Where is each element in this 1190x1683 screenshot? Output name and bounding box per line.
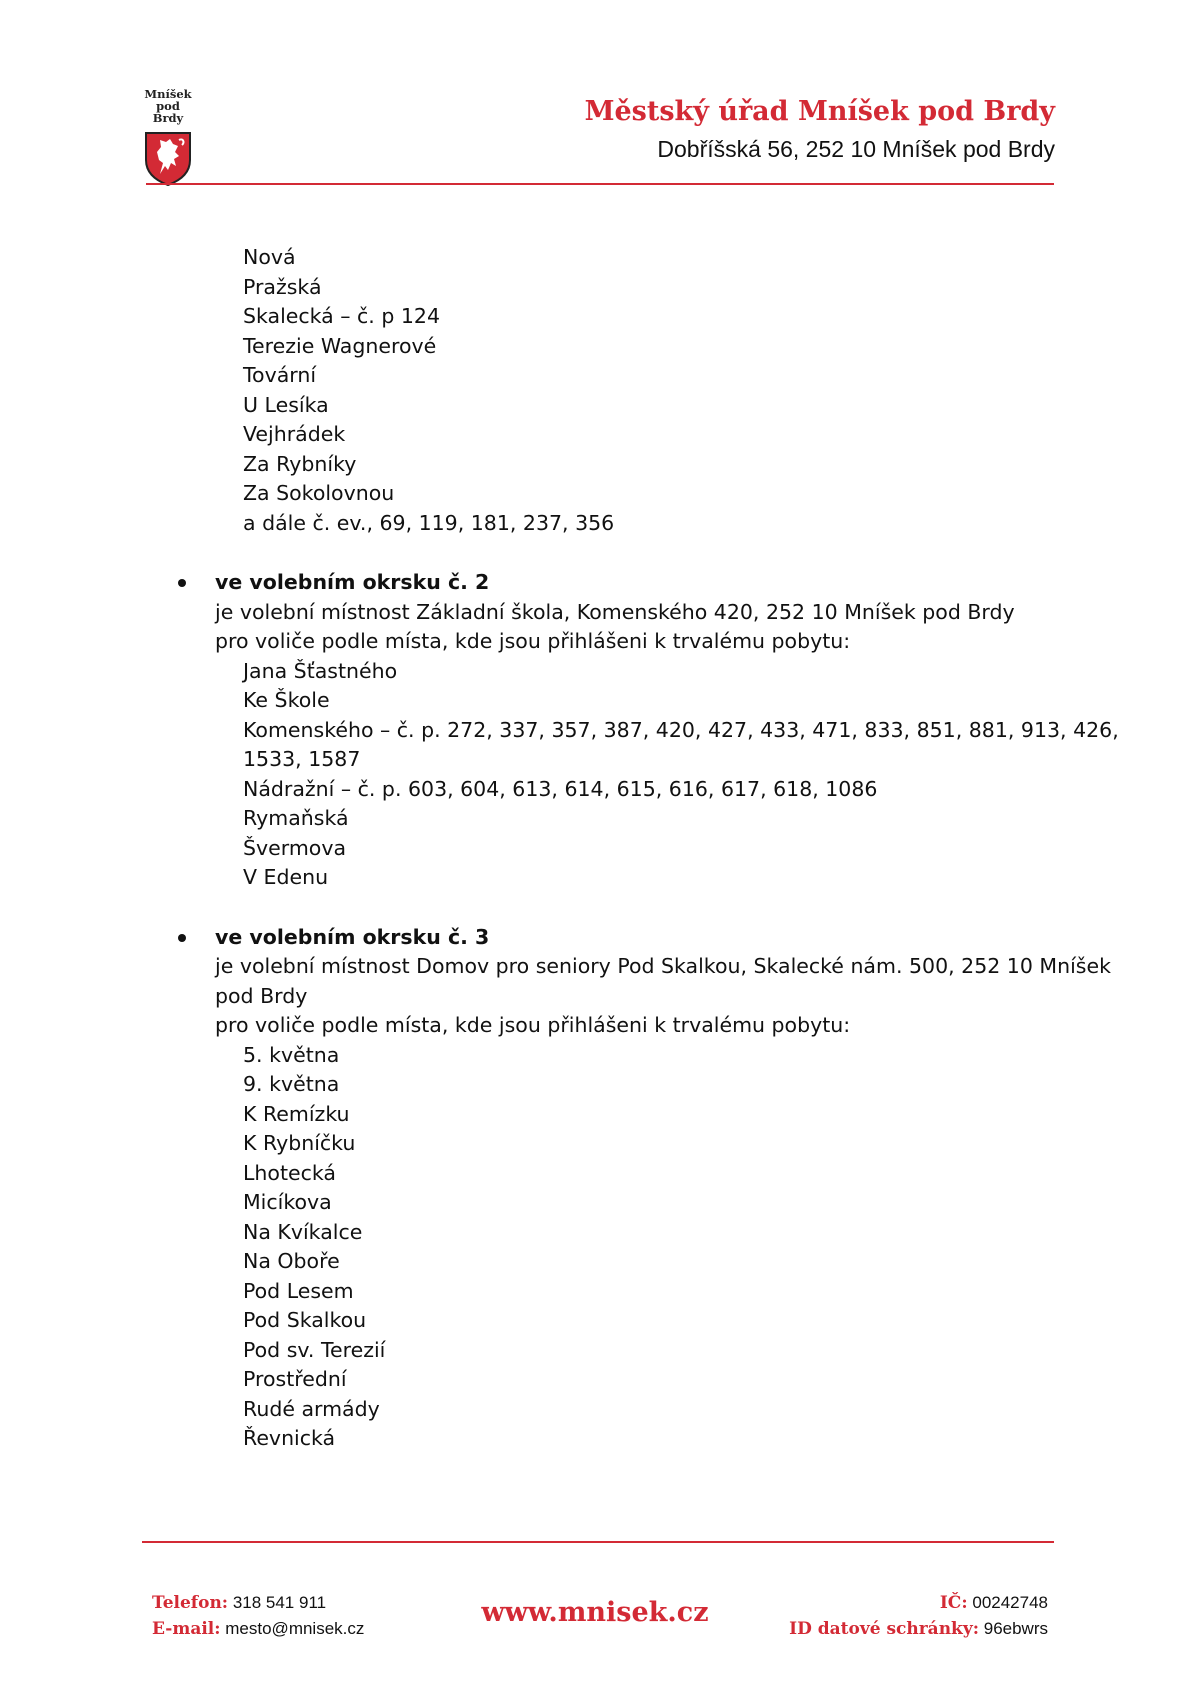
footer-ids: [789, 1590, 1048, 1642]
street-item: Na Oboře: [243, 1249, 340, 1273]
street-item: 1533, 1587: [243, 747, 361, 771]
street-item: K Remízku: [243, 1101, 350, 1126]
street-item: Lhotecká: [243, 1160, 336, 1185]
section-3: [0, 923, 1190, 1454]
phone-value: 318 541 911: [232, 1593, 327, 1612]
voters-intro: pro voliče podle místa, kde jsou přihlášeni k trvalému pobytu:: [215, 629, 851, 653]
office-title: Městský úřad Mníšek pod Brdy: [584, 96, 1055, 127]
phone-label: Telefon:: [152, 1593, 229, 1613]
street-item: Skalecká – č. p 124: [243, 304, 440, 328]
ic-label: IČ:: [939, 1593, 968, 1613]
street-item: U Lesíka: [243, 392, 329, 417]
header-divider: [146, 183, 1054, 185]
street-item: Na Kvíkalce: [243, 1219, 363, 1244]
footer-ic: [789, 1590, 1048, 1616]
office-address: Dobříšská 56, 252 10 Mníšek pod Brdy: [657, 136, 1055, 162]
street-item: Pod sv. Terezií: [243, 1337, 386, 1362]
street-item: Za Rybníky: [243, 451, 357, 476]
section-1-streets: [0, 243, 1190, 538]
street-item: V Edenu: [243, 865, 329, 889]
street-item: Rudé armády: [243, 1396, 380, 1421]
street-item: 9. května: [243, 1072, 340, 1096]
street-item: Terezie Wagnerové: [243, 333, 437, 358]
street-item: Micíkova: [243, 1190, 332, 1214]
logo-text-1: Mníšek: [144, 87, 192, 101]
street-item: Jana Šťastného: [243, 658, 398, 683]
section-heading-text: ve volebním okrsku č. 3: [215, 924, 490, 949]
street-item: Nádražní – č. p. 603, 604, 613, 614, 615, 616, 617, 618, 1086: [243, 776, 878, 801]
street-item: K Rybníčku: [243, 1131, 356, 1155]
street-item: Tovární: [243, 363, 317, 387]
ic-value: 00242748: [972, 1593, 1048, 1612]
section-heading-text: ve volebním okrsku č. 2: [215, 570, 490, 594]
section-2: [0, 568, 1190, 893]
databox-label: ID datové schránky:: [789, 1619, 979, 1639]
coat-of-arms-icon: [143, 130, 193, 186]
street-item: Pod Lesem: [243, 1278, 354, 1303]
polling-place: je volební místnost Domov pro seniory Pod Skalkou, Skalecké nám. 500, 252 10 Mníšek: [215, 954, 1111, 978]
polling-place: pod Brdy: [215, 983, 308, 1008]
footer-databox: [789, 1616, 1048, 1642]
street-item: Pražská: [243, 274, 322, 299]
document-body: [0, 243, 1190, 1454]
street-item: a dále č. ev., 69, 119, 181, 237, 356: [243, 510, 615, 535]
street-item: Vejhrádek: [243, 422, 346, 446]
street-item: Prostřední: [243, 1367, 347, 1391]
section-2-heading: [0, 568, 1190, 598]
polling-place: je volební místnost Základní škola, Komenského 420, 252 10 Mníšek pod Brdy: [215, 599, 1015, 624]
street-item: Ke Škole: [243, 688, 330, 712]
email-label: E-mail:: [152, 1619, 221, 1639]
logo-text-2: pod Brdy: [152, 99, 184, 125]
databox-value: 96ebwrs: [983, 1619, 1048, 1638]
footer-website: www.mnisek.cz: [481, 1597, 709, 1628]
street-item: Rymaňská: [243, 806, 349, 830]
footer-divider: [142, 1541, 1054, 1543]
street-item: Komenského – č. p. 272, 337, 357, 387, 420, 427, 433, 471, 833, 851, 881, 913, 426,: [243, 717, 1119, 742]
section-3-heading: [0, 923, 1190, 953]
street-item: Švermova: [243, 835, 347, 860]
bullet-icon: [178, 579, 186, 587]
email-value: mesto@mnisek.cz: [225, 1619, 365, 1638]
street-item: Pod Skalkou: [243, 1308, 367, 1332]
street-item: Řevnická: [243, 1426, 336, 1450]
municipal-logo: [143, 88, 203, 186]
voters-intro: pro voliče podle místa, kde jsou přihlášeni k trvalému pobytu:: [215, 1013, 851, 1037]
bullet-icon: [178, 934, 186, 942]
street-item: Za Sokolovnou: [243, 481, 395, 505]
street-item: 5. května: [243, 1042, 340, 1067]
street-item: Nová: [243, 245, 296, 269]
